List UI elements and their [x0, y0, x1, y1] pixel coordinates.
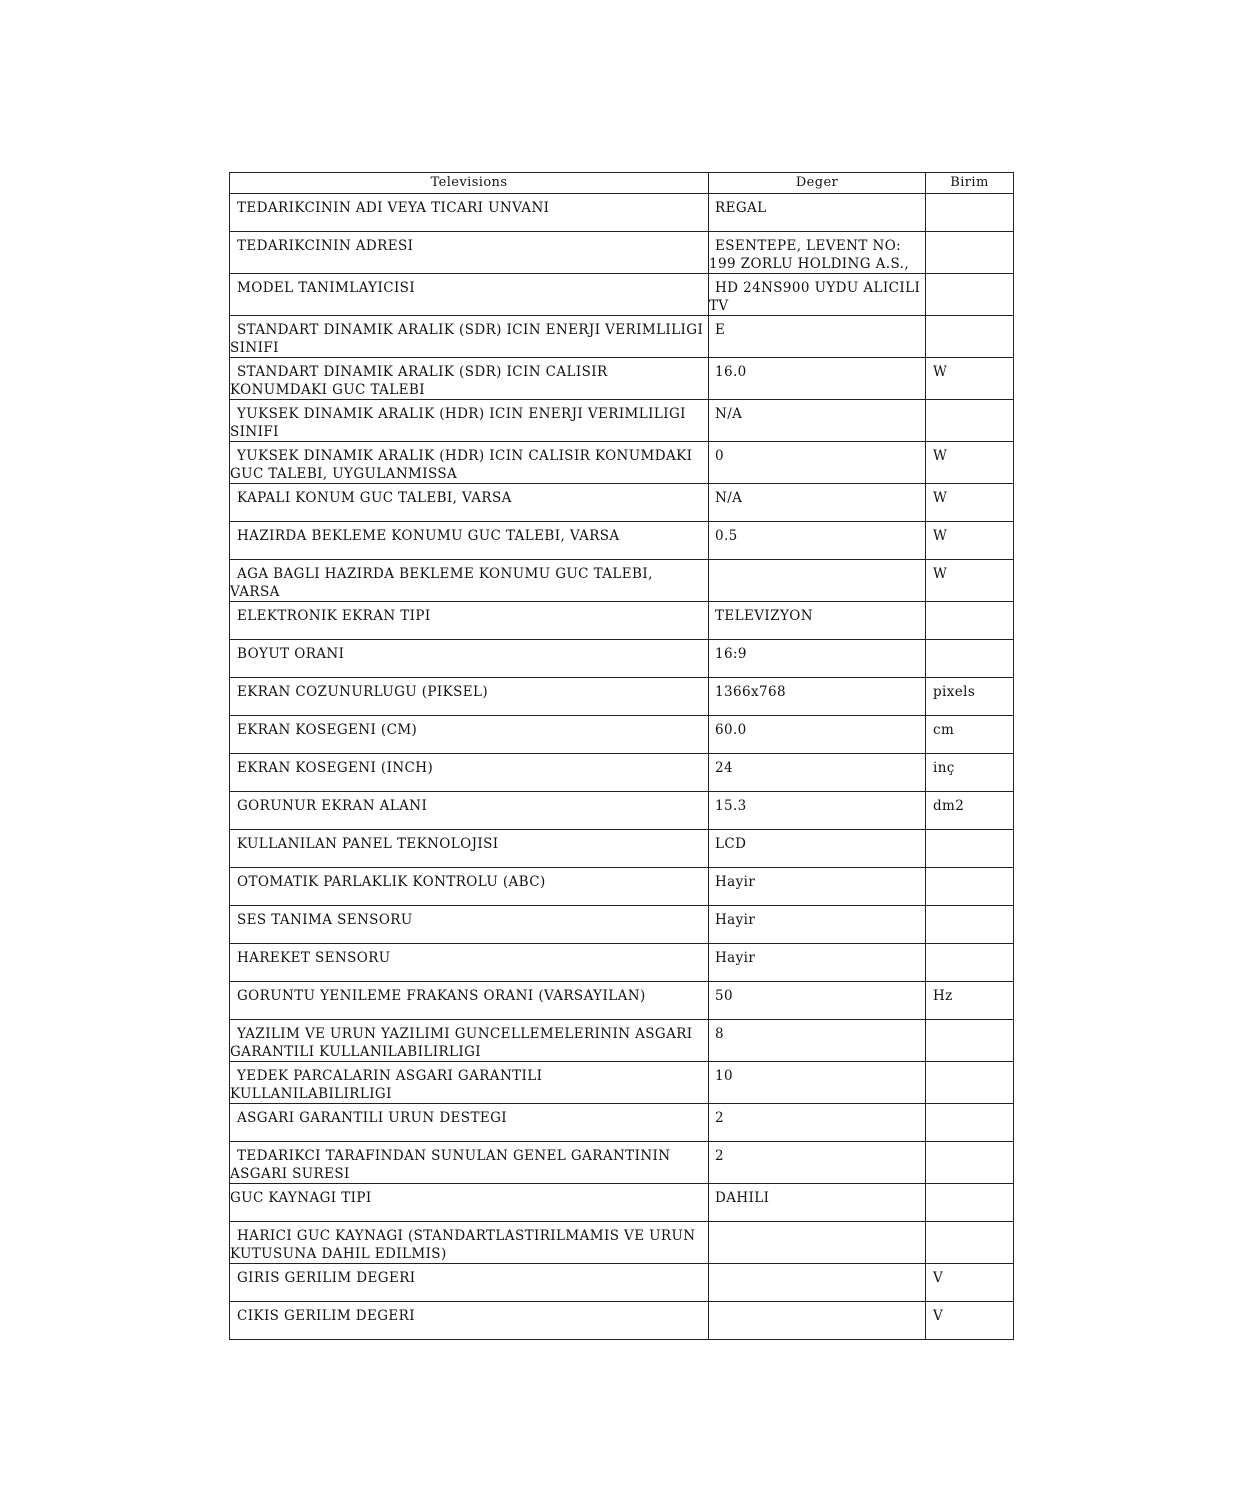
- spec-label-cell: [230, 1264, 709, 1302]
- spec-label: HAZIRDA BEKLEME KONUMU GUC TALEBI, VARSA: [237, 528, 620, 544]
- table-row: [230, 792, 1014, 830]
- spec-value: TELEVIZYON: [715, 608, 813, 624]
- spec-value: E: [715, 322, 726, 338]
- spec-unit-cell: [926, 1062, 1014, 1104]
- spec-value: 8: [715, 1026, 724, 1042]
- spec-value: 10: [715, 1068, 733, 1084]
- spec-unit: W: [933, 566, 948, 582]
- spec-unit: [926, 194, 1013, 199]
- table-row: [230, 316, 1014, 358]
- spec-unit-cell: [926, 1264, 1014, 1302]
- table-row: [230, 1142, 1014, 1184]
- spec-label: TEDARIKCININ ADI VEYA TICARI UNVANI: [237, 200, 550, 216]
- spec-unit-cell: [926, 484, 1014, 522]
- spec-unit-cell: [926, 232, 1014, 274]
- spec-value: 24: [715, 760, 733, 776]
- table-row: [230, 232, 1014, 274]
- table-row: [230, 944, 1014, 982]
- column-header-deger: Deger: [709, 173, 926, 194]
- spec-label: YUKSEK DINAMIK ARALIK (HDR) ICIN CALISIR KONUMDAKI GUC TALEBI, UYGULANMISSA: [230, 448, 693, 482]
- spec-label-cell: [230, 830, 709, 868]
- spec-value-cell: [709, 194, 926, 232]
- spec-label: AGA BAGLI HAZIRDA BEKLEME KONUMU GUC TALEBI, VARSA: [230, 566, 653, 600]
- spec-value: Hayir: [715, 874, 756, 890]
- spec-value-cell: [709, 868, 926, 906]
- spec-label-cell: [230, 716, 709, 754]
- spec-value-cell: [709, 1062, 926, 1104]
- spec-unit: [926, 868, 1013, 873]
- spec-unit-cell: [926, 522, 1014, 560]
- spec-unit-cell: [926, 358, 1014, 400]
- spec-label-cell: [230, 1142, 709, 1184]
- column-header-televisions: Televisions: [230, 173, 709, 194]
- spec-label-cell: [230, 358, 709, 400]
- spec-label: TEDARIKCI TARAFINDAN SUNULAN GENEL GARANTININ ASGARI SURESI: [230, 1148, 671, 1182]
- spec-unit: cm: [933, 722, 955, 738]
- spec-unit-cell: [926, 982, 1014, 1020]
- spec-value: ESENTEPE, LEVENT NO: 199 ZORLU HOLDING A.S.,: [709, 238, 910, 272]
- spec-label: GUC KAYNAGI TIPI: [230, 1190, 372, 1206]
- spec-unit-cell: [926, 944, 1014, 982]
- spec-value-cell: [709, 1184, 926, 1222]
- table-row: [230, 1264, 1014, 1302]
- spec-value-cell: [709, 400, 926, 442]
- spec-value-cell: [709, 1302, 926, 1340]
- spec-label-cell: [230, 1302, 709, 1340]
- spec-value: [709, 1222, 925, 1227]
- spec-label: KAPALI KONUM GUC TALEBI, VARSA: [237, 490, 512, 506]
- spec-label: GIRIS GERILIM DEGERI: [237, 1270, 416, 1286]
- spec-label-cell: [230, 678, 709, 716]
- spec-value-cell: [709, 1104, 926, 1142]
- table-row: [230, 400, 1014, 442]
- spec-unit-cell: [926, 716, 1014, 754]
- spec-unit: [926, 1142, 1013, 1147]
- spec-value-cell: [709, 522, 926, 560]
- spec-value-cell: [709, 944, 926, 982]
- spec-value-cell: [709, 358, 926, 400]
- spec-value: [709, 1264, 925, 1269]
- spec-label: HARICI GUC KAYNAGI (STANDARTLASTIRILMAMIS VE URUN KUTUSUNA DAHIL EDILMIS): [230, 1228, 696, 1262]
- table-row: [230, 442, 1014, 484]
- table-row: [230, 830, 1014, 868]
- table-row: [230, 274, 1014, 316]
- spec-label: MODEL TANIMLAYICISI: [237, 280, 416, 296]
- spec-label-cell: [230, 1062, 709, 1104]
- spec-unit-cell: [926, 400, 1014, 442]
- spec-unit-cell: [926, 316, 1014, 358]
- spec-value: Hayir: [715, 912, 756, 928]
- spec-unit-cell: [926, 1302, 1014, 1340]
- spec-label: EKRAN KOSEGENI (CM): [237, 722, 418, 738]
- spec-unit-cell: [926, 792, 1014, 830]
- spec-value-cell: [709, 982, 926, 1020]
- spec-unit: [926, 232, 1013, 237]
- table-row: [230, 358, 1014, 400]
- table-row: [230, 1302, 1014, 1340]
- spec-unit-cell: [926, 560, 1014, 602]
- spec-value: 0: [715, 448, 724, 464]
- spec-unit-cell: [926, 1222, 1014, 1264]
- spec-label-cell: [230, 1020, 709, 1062]
- spec-value-cell: [709, 1142, 926, 1184]
- spec-value-cell: [709, 316, 926, 358]
- spec-unit: [926, 906, 1013, 911]
- spec-label-cell: [230, 400, 709, 442]
- spec-label-cell: [230, 1104, 709, 1142]
- spec-label-cell: [230, 602, 709, 640]
- spec-value: 0.5: [715, 528, 738, 544]
- spec-unit-cell: [926, 678, 1014, 716]
- table-row: [230, 1104, 1014, 1142]
- spec-label: GORUNTU YENILEME FRAKANS ORANI (VARSAYILAN): [237, 988, 646, 1004]
- table-row: [230, 1222, 1014, 1264]
- spec-unit-cell: [926, 274, 1014, 316]
- table-row: [230, 716, 1014, 754]
- spec-value-cell: [709, 640, 926, 678]
- table-row: [230, 868, 1014, 906]
- spec-label: BOYUT ORANI: [237, 646, 345, 662]
- spec-unit: [926, 1222, 1013, 1227]
- spec-label: EKRAN KOSEGENI (INCH): [237, 760, 434, 776]
- spec-unit: dm2: [933, 798, 965, 814]
- spec-value: [709, 560, 925, 565]
- table-row: [230, 678, 1014, 716]
- spec-unit-cell: [926, 640, 1014, 678]
- spec-unit-cell: [926, 602, 1014, 640]
- spec-unit-cell: [926, 1142, 1014, 1184]
- spec-label: SES TANIMA SENSORU: [237, 912, 413, 928]
- spec-value-cell: [709, 1222, 926, 1264]
- spec-unit-cell: [926, 442, 1014, 484]
- spec-label: TEDARIKCININ ADRESI: [237, 238, 414, 254]
- spec-value-cell: [709, 602, 926, 640]
- table-row: [230, 560, 1014, 602]
- table-row: [230, 1062, 1014, 1104]
- spec-label-cell: [230, 906, 709, 944]
- spec-value-cell: [709, 678, 926, 716]
- spec-value: 2: [715, 1110, 724, 1126]
- spec-value: 16:9: [715, 646, 747, 662]
- spec-value: 60.0: [715, 722, 747, 738]
- spec-label-cell: [230, 640, 709, 678]
- spec-unit-cell: [926, 830, 1014, 868]
- spec-label-cell: [230, 194, 709, 232]
- spec-label: EKRAN COZUNURLUGU (PIKSEL): [237, 684, 489, 700]
- spec-label-cell: [230, 1184, 709, 1222]
- spec-label-cell: [230, 944, 709, 982]
- table-header-row: [230, 173, 1014, 194]
- table-row: [230, 522, 1014, 560]
- spec-label-cell: [230, 274, 709, 316]
- spec-unit: pixels: [933, 684, 976, 700]
- spec-unit-cell: [926, 754, 1014, 792]
- spec-unit: inç: [933, 760, 955, 776]
- spec-value-cell: [709, 274, 926, 316]
- spec-value-cell: [709, 1020, 926, 1062]
- spec-unit-cell: [926, 906, 1014, 944]
- spec-label-cell: [230, 560, 709, 602]
- spec-value: DAHILI: [715, 1190, 770, 1206]
- table-row: [230, 754, 1014, 792]
- spec-label: YEDEK PARCALARIN ASGARI GARANTILI KULLANILABILIRLIGI: [230, 1068, 543, 1102]
- table-row: [230, 640, 1014, 678]
- spec-value-cell: [709, 232, 926, 274]
- spec-label-cell: [230, 982, 709, 1020]
- spec-value: N/A: [715, 406, 743, 422]
- spec-unit: W: [933, 528, 948, 544]
- table-row: [230, 484, 1014, 522]
- spec-unit: [926, 944, 1013, 949]
- spec-value: HD 24NS900 UYDU ALICILI TV: [709, 280, 921, 314]
- spec-label-cell: [230, 1222, 709, 1264]
- spec-value: 1366x768: [715, 684, 786, 700]
- table-row: [230, 906, 1014, 944]
- spec-label: YUKSEK DINAMIK ARALIK (HDR) ICIN ENERJI VERIMLILIGI SINIFI: [230, 406, 686, 440]
- spec-label: OTOMATIK PARLAKLIK KONTROLU (ABC): [237, 874, 546, 890]
- table-row: [230, 1184, 1014, 1222]
- spec-label-cell: [230, 792, 709, 830]
- spec-label-cell: [230, 484, 709, 522]
- spec-unit: [926, 400, 1013, 405]
- spec-unit: [926, 316, 1013, 321]
- table-row: [230, 982, 1014, 1020]
- spec-unit: [926, 1104, 1013, 1109]
- spec-unit: V: [933, 1308, 944, 1324]
- spec-value: N/A: [715, 490, 743, 506]
- spec-value: REGAL: [715, 200, 767, 216]
- spec-label-cell: [230, 316, 709, 358]
- spec-value-cell: [709, 906, 926, 944]
- spec-value: 50: [715, 988, 733, 1004]
- spec-label: KULLANILAN PANEL TEKNOLOJISI: [237, 836, 499, 852]
- spec-label: HAREKET SENSORU: [237, 950, 391, 966]
- spec-unit: Hz: [933, 988, 953, 1004]
- spec-label: YAZILIM VE URUN YAZILIMI GUNCELLEMELERININ ASGARI GARANTILI KULLANILABILIRLIGI: [230, 1026, 693, 1060]
- spec-value: Hayir: [715, 950, 756, 966]
- spec-unit-cell: [926, 1184, 1014, 1222]
- spec-unit: W: [933, 490, 948, 506]
- spec-unit: [926, 1062, 1013, 1067]
- spec-label: STANDART DINAMIK ARALIK (SDR) ICIN CALISIR KONUMDAKI GUC TALEBI: [230, 364, 608, 398]
- spec-unit-cell: [926, 1104, 1014, 1142]
- spec-unit: [926, 640, 1013, 645]
- table-row: [230, 1020, 1014, 1062]
- spec-value-cell: [709, 442, 926, 484]
- spec-label-cell: [230, 232, 709, 274]
- spec-value-cell: [709, 484, 926, 522]
- spec-label-cell: [230, 442, 709, 484]
- spec-unit: [926, 830, 1013, 835]
- spec-value-cell: [709, 716, 926, 754]
- spec-label: STANDART DINAMIK ARALIK (SDR) ICIN ENERJI VERIMLILIGI SINIFI: [230, 322, 704, 356]
- spec-unit-cell: [926, 1020, 1014, 1062]
- spec-value-cell: [709, 560, 926, 602]
- product-spec-table: [229, 172, 1014, 1340]
- spec-value-cell: [709, 830, 926, 868]
- spec-unit: V: [933, 1270, 944, 1286]
- spec-value: 16.0: [715, 364, 747, 380]
- table-row: [230, 194, 1014, 232]
- spec-unit-cell: [926, 194, 1014, 232]
- spec-unit: [926, 274, 1013, 279]
- spec-value-cell: [709, 792, 926, 830]
- table-body: [230, 194, 1014, 1340]
- spec-value: [709, 1302, 925, 1307]
- spec-unit: [926, 1020, 1013, 1025]
- spec-unit: [926, 602, 1013, 607]
- spec-label: GORUNUR EKRAN ALANI: [237, 798, 428, 814]
- spec-label-cell: [230, 522, 709, 560]
- spec-label-cell: [230, 754, 709, 792]
- spec-value: LCD: [715, 836, 747, 852]
- spec-label: ASGARI GARANTILI URUN DESTEGI: [237, 1110, 508, 1126]
- table-row: [230, 602, 1014, 640]
- spec-unit: [926, 1184, 1013, 1189]
- spec-value-cell: [709, 754, 926, 792]
- column-header-birim: Birim: [926, 173, 1014, 194]
- spec-value: 2: [715, 1148, 724, 1164]
- spec-unit: W: [933, 364, 948, 380]
- spec-label: CIKIS GERILIM DEGERI: [237, 1308, 415, 1324]
- spec-unit: W: [933, 448, 948, 464]
- spec-label: ELEKTRONIK EKRAN TIPI: [237, 608, 431, 624]
- spec-value: 15.3: [715, 798, 747, 814]
- spec-unit-cell: [926, 868, 1014, 906]
- spec-value-cell: [709, 1264, 926, 1302]
- spec-label-cell: [230, 868, 709, 906]
